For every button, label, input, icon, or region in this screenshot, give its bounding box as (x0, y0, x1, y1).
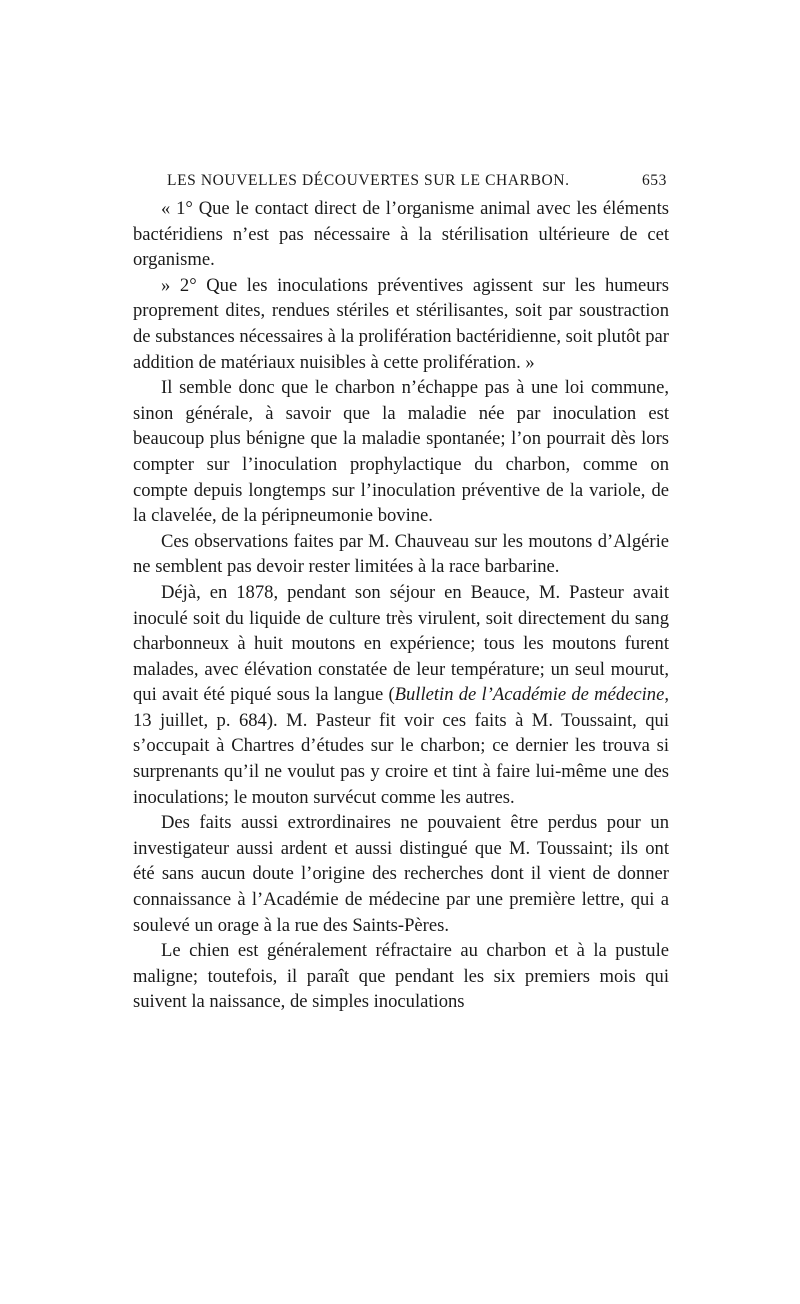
paragraph-4: Ces observations faites par M. Chauveau sur les moutons d’Algérie ne semblent pas devoir rester limitées à la race barbarine. (133, 530, 669, 578)
paragraph-6: Des faits aussi extrordinaires ne pouvaient être perdus pour un investigateur aussi ardent et aussi distingué que M. Toussaint; ils ont été sans aucun doute l’origine des recherches dont il vient de donner connaissance à l’Académie de médecine par une première lettre, qui a soulevé un orage à la rue des Saints-Pères. (133, 812, 669, 936)
running-title: LES NOUVELLES DÉCOUVERTES SUR LE CHARBON. (167, 172, 570, 189)
page-number: 653 (641, 172, 667, 189)
paragraph-7: Le chien est généralement réfractaire au charbon et à la pustule maligne; toutefois, il paraît que pendant les six premiers mois qui suivent la naissance, de simples inoculations (133, 940, 669, 1013)
paragraph-5-after: , 13 juillet, p. 684). M. Pasteur fit voir ces faits à M. Toussaint, qui s’occupait à Chartres d’études sur le charbon; ce dernier les trouva si surprenants qu’il ne voulut pas y croire et tint à faire lui-même une des inoculations; le mouton survécut comme les autres. (133, 684, 669, 808)
body-text (133, 196, 669, 1015)
running-head (133, 172, 669, 190)
paragraph-5-before: Déjà, en 1878, pendant son séjour en Beauce, M. Pasteur avait inoculé soit du liquide de culture très virulent, soit directement du sang charbonneux à huit moutons en expérience; tous les moutons furent malades, avec élévation constatée de leur température; un seul mourut, qui avait été piqué sous la langue ( (133, 581, 669, 706)
book-page (133, 172, 669, 1015)
paragraph-5 (133, 580, 669, 810)
paragraph-2: » 2° Que les inoculations préventives agissent sur les humeurs proprement dites, rendues stériles et stérilisantes, soit par soustraction de substances nécessaires à la prolifération bactéridienne, soit plutôt par addition de matériaux nuisibles à cette prolifération. » (133, 274, 669, 373)
journal-citation: Bulletin de l’Académie de médecine (394, 684, 665, 706)
paragraph-3: Il semble donc que le charbon n’échappe pas à une loi commune, sinon générale, à savoir que la maladie née par inoculation est beaucoup plus bénigne que la maladie spontanée; l’on pourrait dès lors compter sur l’inoculation prophylactique du charbon, comme on compte depuis longtemps sur l’inoculation préventive de la variole, de la clavelée, de la péripneumonie bovine. (133, 377, 669, 527)
paragraph-1: « 1° Que le contact direct de l’organisme animal avec les éléments bactéridiens n’est pas nécessaire à la stérilisation ultérieure de cet organisme. (133, 198, 669, 271)
